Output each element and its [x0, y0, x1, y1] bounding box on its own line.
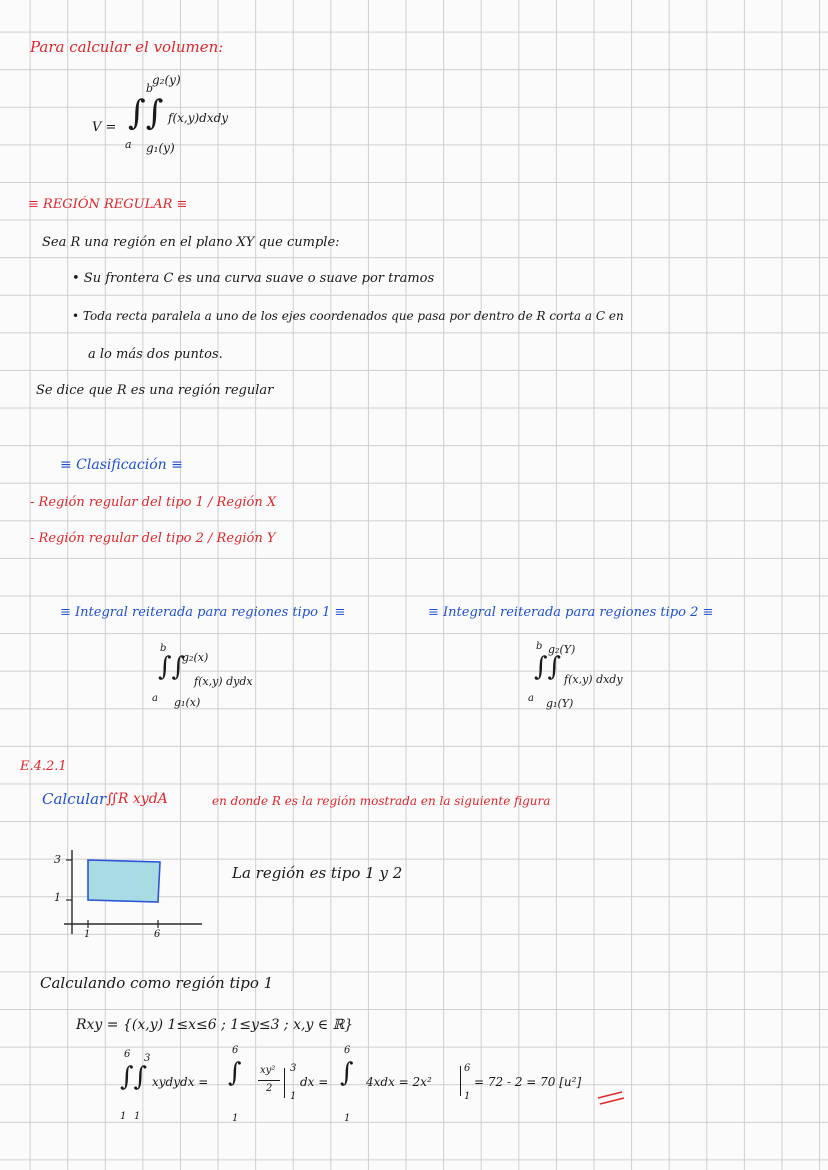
integral-type1-upper-function: g₂(x) [182, 651, 209, 664]
integral-type2-lower-function: g₁(Y) [546, 697, 574, 710]
final-dx-equals: dx = [300, 1075, 329, 1089]
integral-type2-upper-function: g₂(Y) [548, 643, 576, 656]
final-eval-lower: 1 [290, 1091, 297, 1102]
region-type-note: La región es tipo 1 y 2 [232, 864, 403, 882]
figure-x-label-1: 1 [84, 929, 91, 940]
integral-type1-upper: b [160, 643, 167, 654]
figure-x-label-6: 6 [154, 929, 161, 940]
classification-item-1: - Región regular del tipo 1 / Región X [30, 495, 277, 510]
figure-y-label-1: 1 [54, 891, 61, 904]
final-inner-upper: 3 [144, 1053, 151, 1064]
final-frac-numerator: xy² [260, 1065, 276, 1076]
region-regular-heading: ≡ REGIÓN REGULAR ≡ [28, 197, 188, 212]
bullet-frontera: • Su frontera C es una curva suave o suave por tramos [72, 271, 435, 286]
final-eval2-lower: 1 [464, 1091, 471, 1102]
region-regular-conclusion: Se dice que R es una región regular [36, 383, 274, 398]
volume-upper-bound: b [146, 82, 154, 95]
final-eval-bar-1 [284, 1068, 285, 1098]
final-result: = 72 - 2 = 70 [u²] [474, 1075, 582, 1089]
final-frac-bar [258, 1080, 280, 1081]
integral-type1-lower: a [152, 693, 158, 704]
final-integrand-1: xydydx = [152, 1075, 209, 1089]
final-integral-3-icon: ∫ [340, 1058, 354, 1088]
integral-type2-heading: ≡ Integral reiterada para regiones tipo 2 ≡ [428, 605, 714, 620]
integral-type1-lower-function: g₁(x) [174, 696, 201, 709]
bullet-recta-continuation: a lo más dos puntos. [88, 347, 223, 362]
final-outer-lower: 1 [120, 1111, 127, 1122]
figure-y-label-3: 3 [54, 853, 61, 866]
final-inner-lower: 1 [134, 1111, 141, 1122]
region-regular-intro: Sea R una región en el plano XY que cumple: [42, 235, 340, 250]
final-double-integral-icon: ∫∫ [120, 1062, 148, 1092]
final-int3-upper: 6 [344, 1045, 351, 1056]
volume-lower-bound: a [125, 138, 132, 151]
final-integrand-3: 4xdx = 2x² [366, 1075, 432, 1089]
final-int2-lower: 1 [232, 1113, 239, 1124]
exercise-integral-expression: ∬R xydA [106, 791, 168, 807]
result-underline-icon [596, 1088, 626, 1110]
exercise-calcular-word: Calcular [42, 790, 107, 808]
volume-upper-function: g₂(y) [152, 73, 181, 87]
calc-heading: Calculando como región tipo 1 [40, 974, 274, 992]
final-eval2-upper: 6 [464, 1063, 471, 1074]
exercise-statement: en donde R es la región mostrada en la siguiente figura [212, 794, 551, 808]
integral-type2-integrand: f(x,y) dxdy [564, 673, 623, 686]
integral-type2-lower: a [528, 693, 534, 704]
region-rectangle [88, 860, 160, 902]
integral-type2-upper: b [536, 641, 543, 652]
final-outer-upper: 6 [124, 1049, 131, 1060]
final-int3-lower: 1 [344, 1113, 351, 1124]
classification-heading: ≡ Clasificación ≡ [60, 457, 183, 473]
final-eval-upper: 3 [290, 1063, 297, 1074]
final-integral-2-icon: ∫ [228, 1058, 242, 1088]
volume-v-label: V = [92, 120, 117, 135]
double-integral-type2-icon: ∫∫ [534, 652, 562, 682]
bullet-recta: • Toda recta paralela a uno de los ejes coordenados que pasa por dentro de R corta a C en [72, 309, 624, 323]
classification-item-2: - Región regular del tipo 2 / Región Y [30, 531, 276, 546]
integral-type1-heading: ≡ Integral reiterada para regiones tipo 1 ≡ [60, 605, 346, 620]
double-integral-type1-icon: ∫∫ [158, 652, 186, 682]
exercise-number: E.4.2.1 [20, 759, 67, 774]
integral-type1-integrand: f(x,y) dydx [194, 675, 253, 688]
final-frac-denominator: 2 [266, 1083, 273, 1094]
final-int2-upper: 6 [232, 1045, 239, 1056]
volume-lower-function: g₁(y) [146, 141, 175, 155]
volume-heading: Para calcular el volumen: [30, 38, 224, 56]
final-eval-bar-2 [460, 1066, 461, 1096]
set-definition: Rxy = {(x,y) 1≤x≤6 ; 1≤y≤3 ; x,y ∈ ℝ} [76, 1017, 354, 1033]
region-figure [50, 842, 210, 942]
volume-integrand: f(x,y)dxdy [168, 111, 229, 125]
double-integral-icon: ∫∫ [128, 93, 164, 133]
